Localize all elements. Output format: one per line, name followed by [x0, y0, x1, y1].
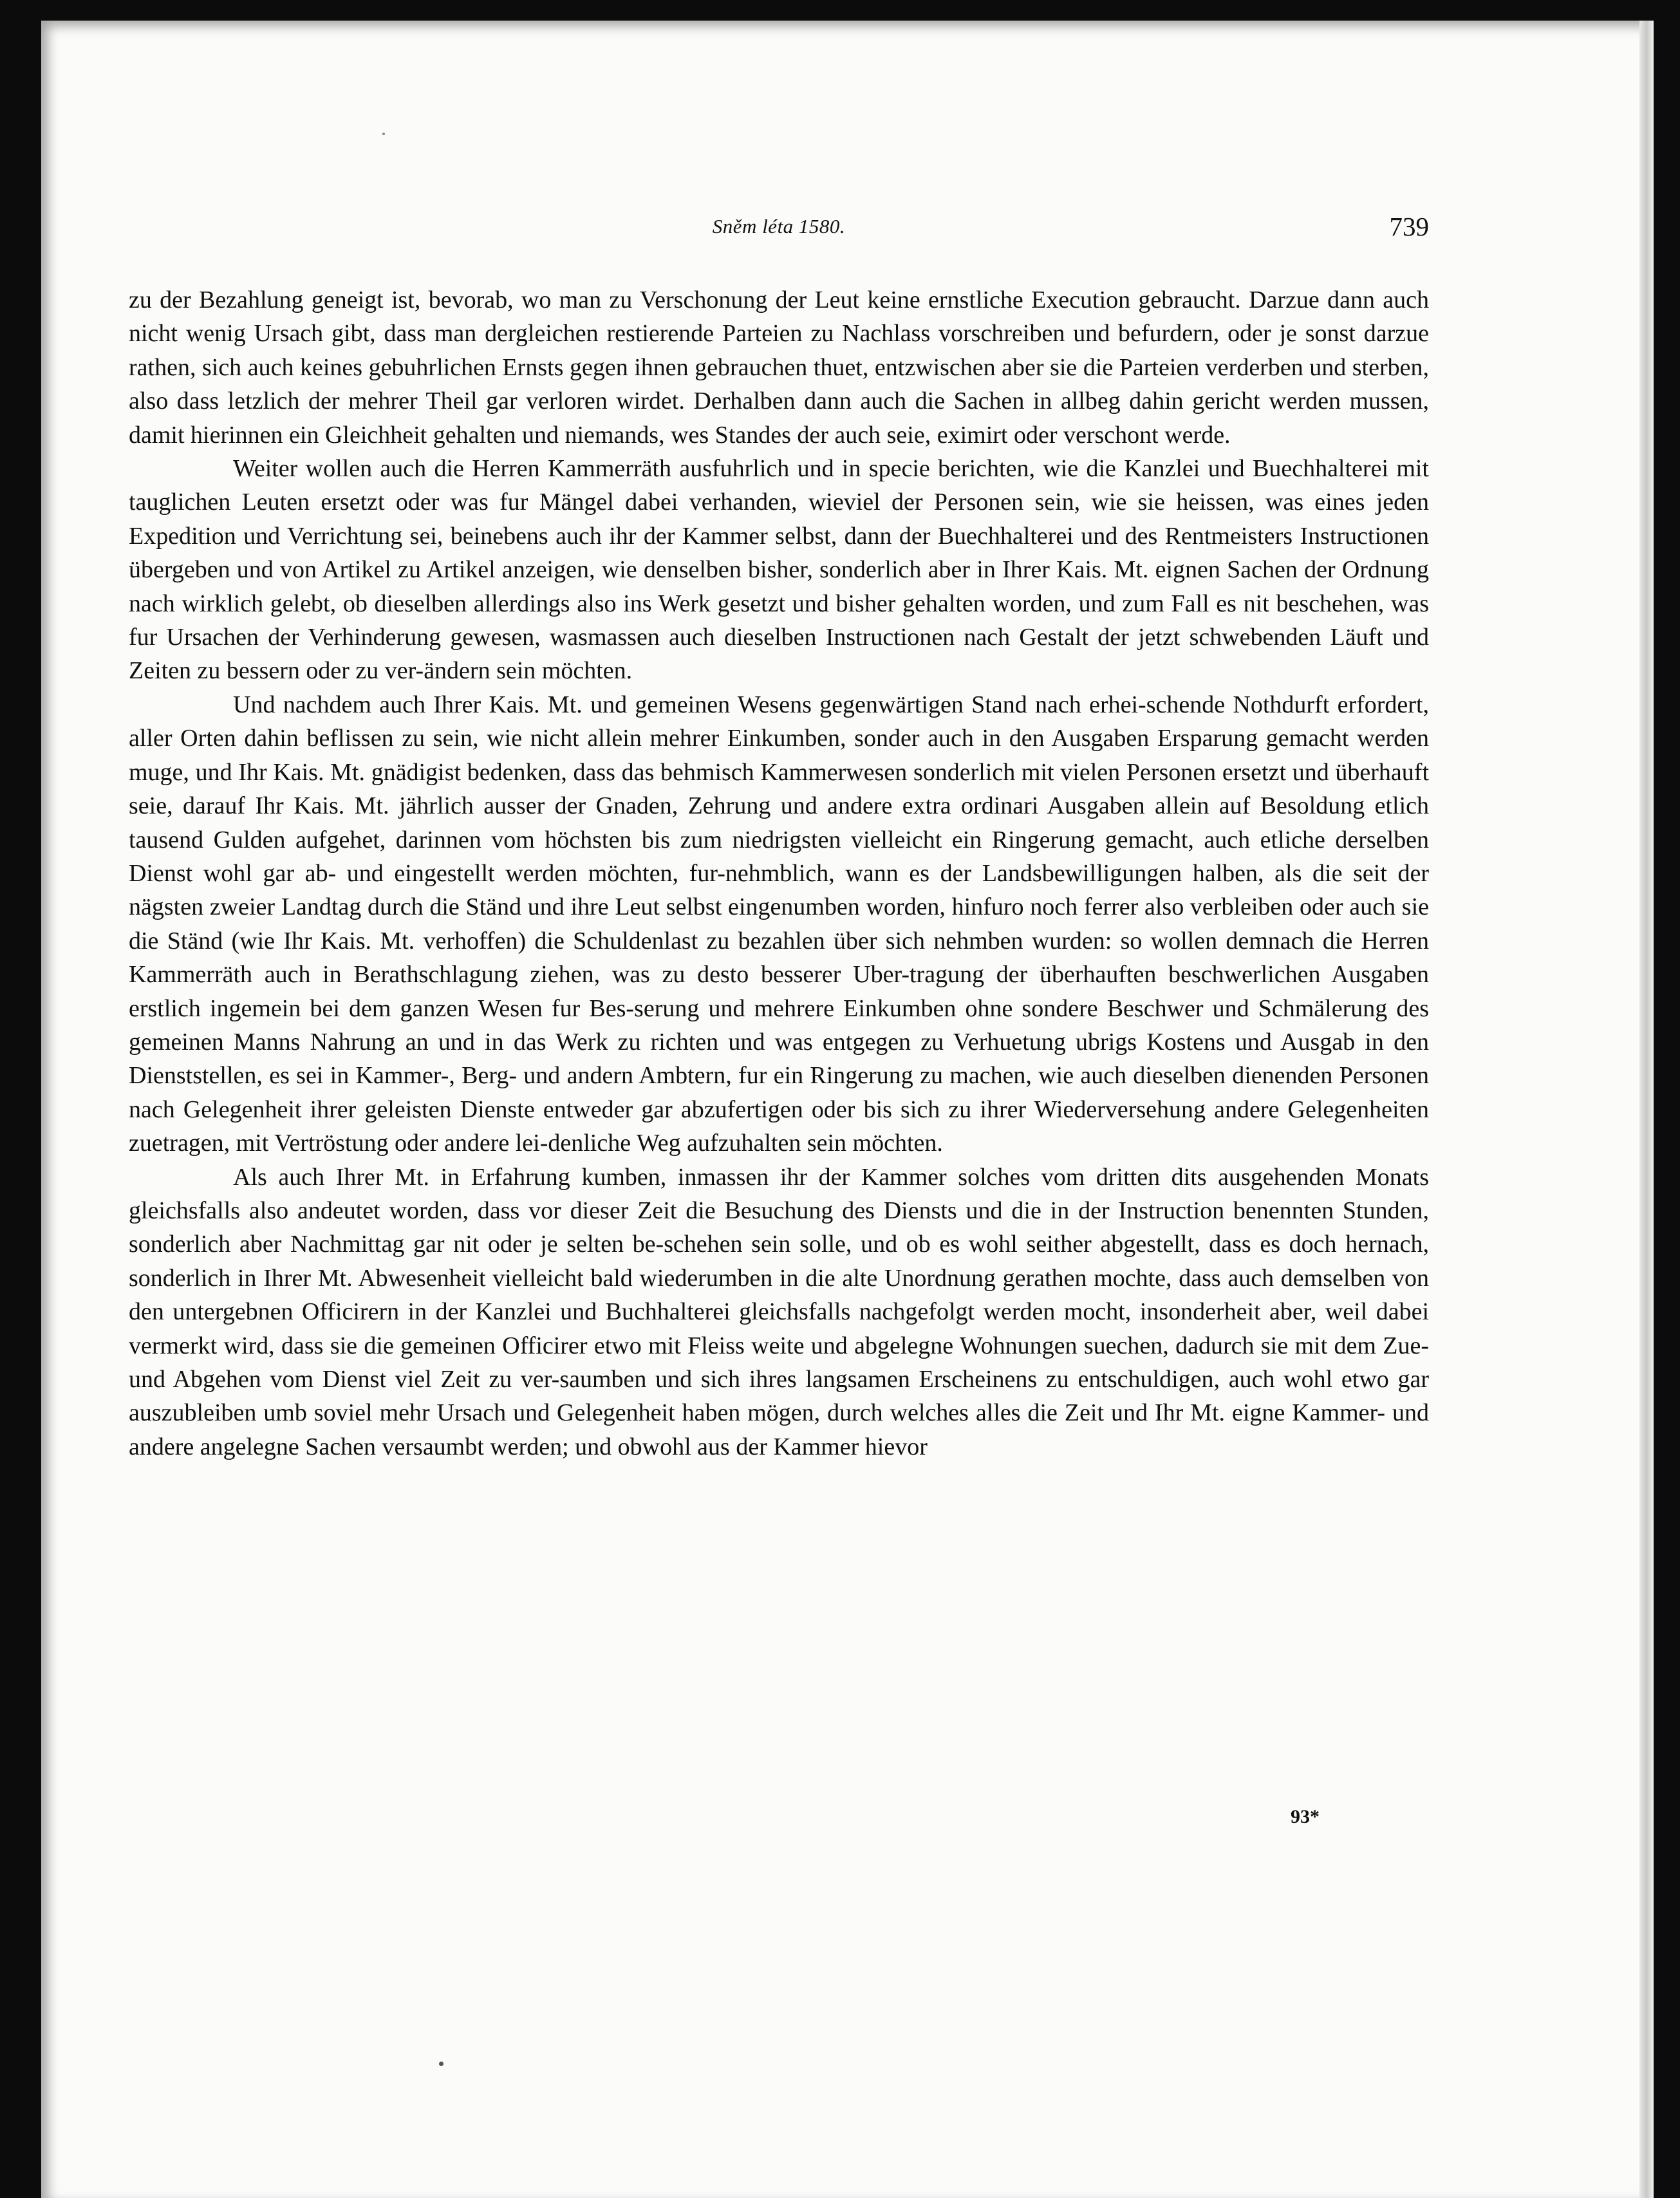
page-edge: [1639, 21, 1654, 2198]
main-text: [129, 283, 1429, 1464]
paragraph-4: Als auch Ihrer Mt. in Erfahrung kumben, inmassen ihr der Kammer solches vom dritten dits ausgehenden Monats gleichsfalls also andeutet worden, dass vor dieser Zeit die Besuchung des Diensts und die in der Instruction benennten Stunden, sonderlich aber Nachmittag gar nit oder je selten be-schehen sein solle, und ob es wohl seither abgestellt, dass es doch hernach, sonderlich in Ihrer Mt. Abwesenheit vielleicht bald wiederumben in die alte Unordnung gerathen mochte, dass auch demselben von den untergebnen Officirern in der Kanzlei und Buchhalterei gleichsfalls nachgefolgt werden mocht, insonderheit aber, weil dabei vermerkt wird, dass sie die gemeinen Officirer etwo mit Fleiss weite und abgelegne Wohnungen suechen, dadurch sie mit dem Zue- und Abgehen vom Dienst viel Zeit zu ver-saumben und sich ihres langsamen Erscheinens zu entschuldigen, auch wohl etwo gar auszubleiben umb soviel mehr Ursach und Gelegenheit haben mögen, durch welches alles die Zeit und Ihr Mt. eigne Kammer- und andere angelegne Sachen versaumbt werden; und obwohl aus der Kammer hievor: [129, 1163, 1429, 1460]
signature-mark: 93*: [1291, 1806, 1320, 1827]
paragraph-3: Und nachdem auch Ihrer Kais. Mt. und gemeinen Wesens gegenwärtigen Stand nach erhei-schende Nothdurft erfordert, aller Orten dahin beflissen zu sein, wie nicht allein mehrer Einkumben, sonder auch in den Ausgaben Ersparung gemacht werden muge, und Ihr Kais. Mt. gnädigist bedenken, dass das behmisch Kammerwesen sonderlich mit vielen Personen ersetzt und überhauft seie, darauf Ihr Kais. Mt. jährlich ausser der Gnaden, Zehrung und andere extra ordinari Ausgaben allein auf Besoldung etlich tausend Gulden aufgehet, darinnen vom höchsten bis zum niedrigsten vielleicht ein Ringerung gemacht, auch etliche derselben Dienst wohl gar ab- und eingestellt werden möchten, fur-nehmblich, wann es der Landsbewilligungen halben, als die seit der nägsten zweier Landtag durch die Ständ und ihre Leut selbst eingenumben worden, hinfuro noch ferrer also verbleiben oder auch sie die Ständ (wie Ihr Kais. Mt. verhoffen) die Schuldenlast zu bezahlen über sich nehmben wurden: so wollen demnach die Herren Kammerräth auch in Berathschlagung ziehen, was zu desto besserer Uber-tragung der überhauften beschwerlichen Ausgaben erstlich ingemein bei dem ganzen Wesen fur Bes-serung und mehrere Einkumben ohne sondere Beschwer und Schmälerung des gemeinen Manns Nahrung an und in das Werk zu richten und was entgegen zu Verhuetung ubrigs Kostens und Ausgab in den Dienststellen, es sei in Kammer-, Berg- und andern Ambtern, fur ein Ringerung zu machen, wie auch dieselben dienenden Personen nach Gelegenheit ihrer geleisten Dienste entweder gar abzufertigen oder bis sich zu ihrer Wiederversehung andere Gelegenheiten zuetragen, mit Vertröstung oder andere lei-denliche Weg aufzuhalten sein möchten.: [129, 691, 1429, 1157]
ink-speck: [439, 2062, 443, 2066]
page-header: [129, 207, 1429, 246]
ink-speck: [382, 133, 385, 135]
paragraph-2: Weiter wollen auch die Herren Kammerräth ausfuhrlich und in specie berichten, wie die Kanzlei und Buechhalterei mit tauglichen Leuten ersetzt oder was fur Mängel dabei verhanden, wieviel der Personen sein, wie sie heissen, was eines jeden Expedition und Verrichtung sei, beinebens auch ihr der Kammer selbst, dann der Buechhalterei und des Rentmeisters Instructionen übergeben und von Artikel zu Artikel anzeigen, wie denselben bisher, sonderlich aber in Ihrer Kais. Mt. eignen Sachen der Ordnung nach wirklich gelebt, ob dieselben allerdings also ins Werk gesetzt und bisher gehalten worden, und zum Fall es nit beschehen, was fur Ursachen der Verhinderung gewesen, wasmassen auch dieselben Instructionen nach Gestalt der jetzt schwebenden Läuft und Zeiten zu bessern oder zu ver-ändern sein möchten.: [129, 455, 1429, 685]
page-number: 739: [1389, 212, 1429, 241]
running-head: Sněm léta 1580.: [712, 215, 846, 237]
paragraph-1: zu der Bezahlung geneigt ist, bevorab, wo man zu Verschonung der Leut keine ernstliche Execution gebraucht. Darzue dann auch nicht wenig Ursach gibt, dass man dergleichen restierende Parteien zu Nachlass vorschreiben und befurdern, oder je sonst darzue rathen, sich auch keines gebuhrlichen Ernsts gegen ihnen gebrauchen thuet, entzwischen aber sie die Parteien verderben und sterben, also dass letzlich der mehrer Theil gar verloren wirdet. Derhalben dann auch die Sachen in allbeg dahin gericht werden mussen, damit hierinnen ein Gleichheit gehalten und niemands, wes Standes der auch seie, eximirt oder verschont werde.: [129, 286, 1429, 449]
